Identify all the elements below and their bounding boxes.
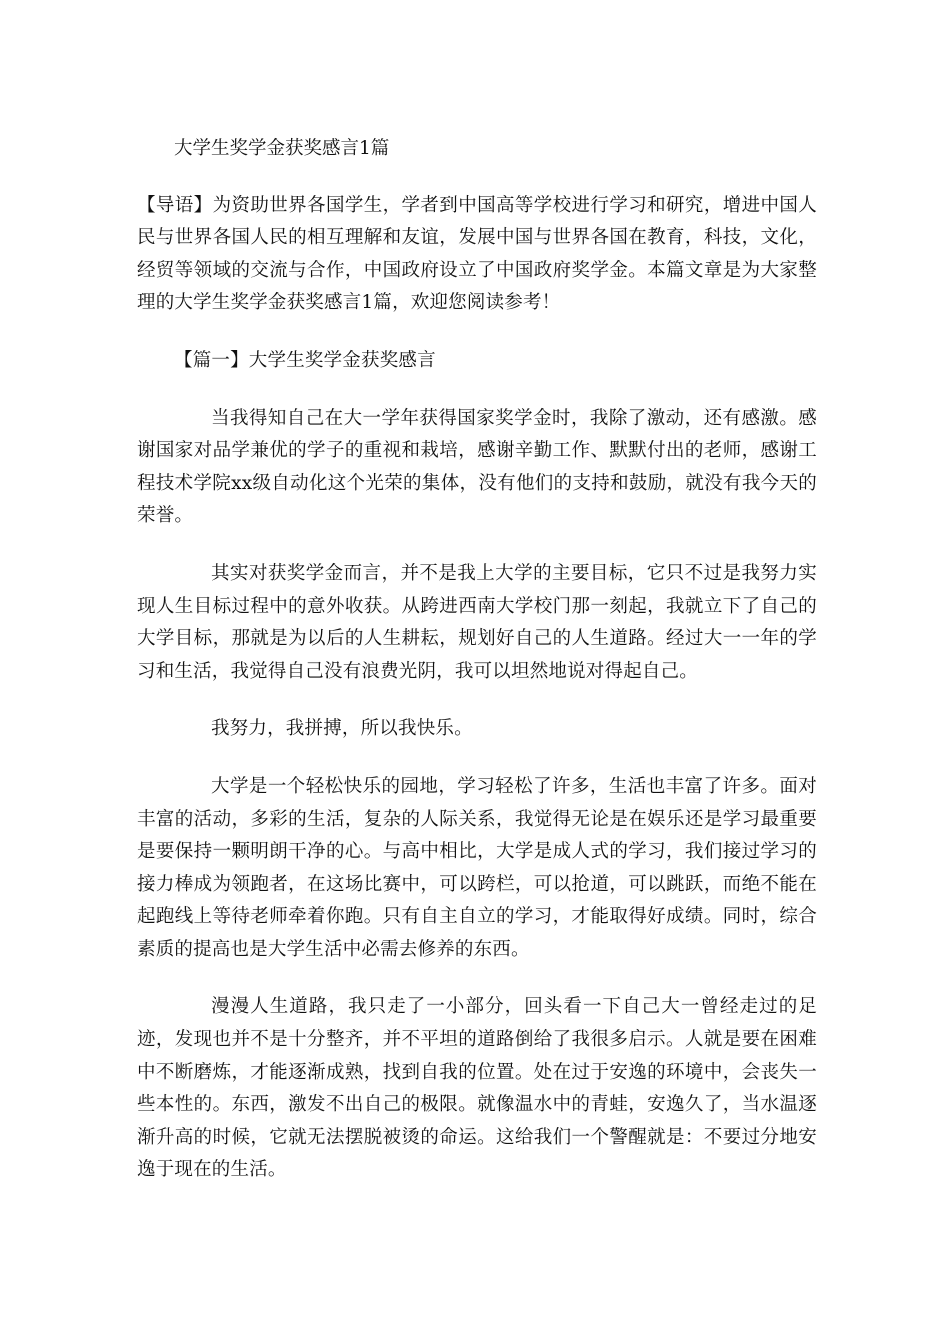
- body-paragraph-1: 当我得知自己在大一学年获得国家奖学金时，我除了激动，还有感激。感谢国家对品学兼优的学子的重视和栽培，感谢辛勤工作、默默付出的老师，感谢工程技术学院xx级自动化这个光荣的集体，没有他们的支持和鼓励，就没有我今天的荣誉。: [137, 407, 817, 527]
- body-paragraph-5: 漫漫人生道路，我只走了一小部分，回头看一下自己大一曾经走过的足迹，发现也并不是十分整齐，并不平坦的道路倒给了我很多启示。人就是要在困难中不断磨炼，才能逐渐成熟，找到自我的位置。处在过于安逸的环境中，会丧失一些本性的。东西，激发不出自己的极限。就像温水中的青蛙，安逸久了，当水温逐渐升高的时候，它就无法摆脱被烫的命运。这给我们一个警醒就是：不要过分地安逸于现在的生活。: [137, 996, 817, 1181]
- document-page: [137, 133, 817, 1187]
- document-title: 大学生奖学金获奖感言1篇: [174, 138, 390, 159]
- body-paragraph-2: 其实对获奖学金而言，并不是我上大学的主要目标，它只不过是我努力实现人生目标过程中的意外收获。从跨进西南大学校门那一刻起，我就立下了自己的大学目标，那就是为以后的人生耕耘，规划好自己的人生道路。经过大一一年的学习和生活，我觉得自己没有浪费光阴，我可以坦然地说对得起自己。: [137, 562, 817, 682]
- section-heading: 【篇一】大学生奖学金获奖感言: [174, 349, 436, 371]
- intro-paragraph: 【导语】为资助世界各国学生，学者到中国高等学校进行学习和研究，增进中国人民与世界各国人民的相互理解和友谊，发展中国与世界各国在教育，科技，文化，经贸等领域的交流与合作，中国政府设立了中国政府奖学金。本篇文章是为大家整理的大学生奖学金获奖感言1篇，欢迎您阅读参考！: [137, 194, 817, 314]
- body-paragraph-4: 大学是一个轻松快乐的园地，学习轻松了许多，生活也丰富了许多。面对丰富的活动，多彩的生活，复杂的人际关系，我觉得无论是在娱乐还是学习最重要是要保持一颗明朗干净的心。与高中相比，大学是成人式的学习，我们接过学习的接力棒成为领跑者，在这场比赛中，可以跨栏，可以抢道，可以跳跃，而绝不能在起跑线上等待老师牵着你跑。只有自主自立的学习，才能取得好成绩。同时，综合素质的提高也是大学生活中必需去修养的东西。: [137, 775, 817, 960]
- body-paragraph-3: 我努力，我拼搏，所以我快乐。: [211, 718, 473, 740]
